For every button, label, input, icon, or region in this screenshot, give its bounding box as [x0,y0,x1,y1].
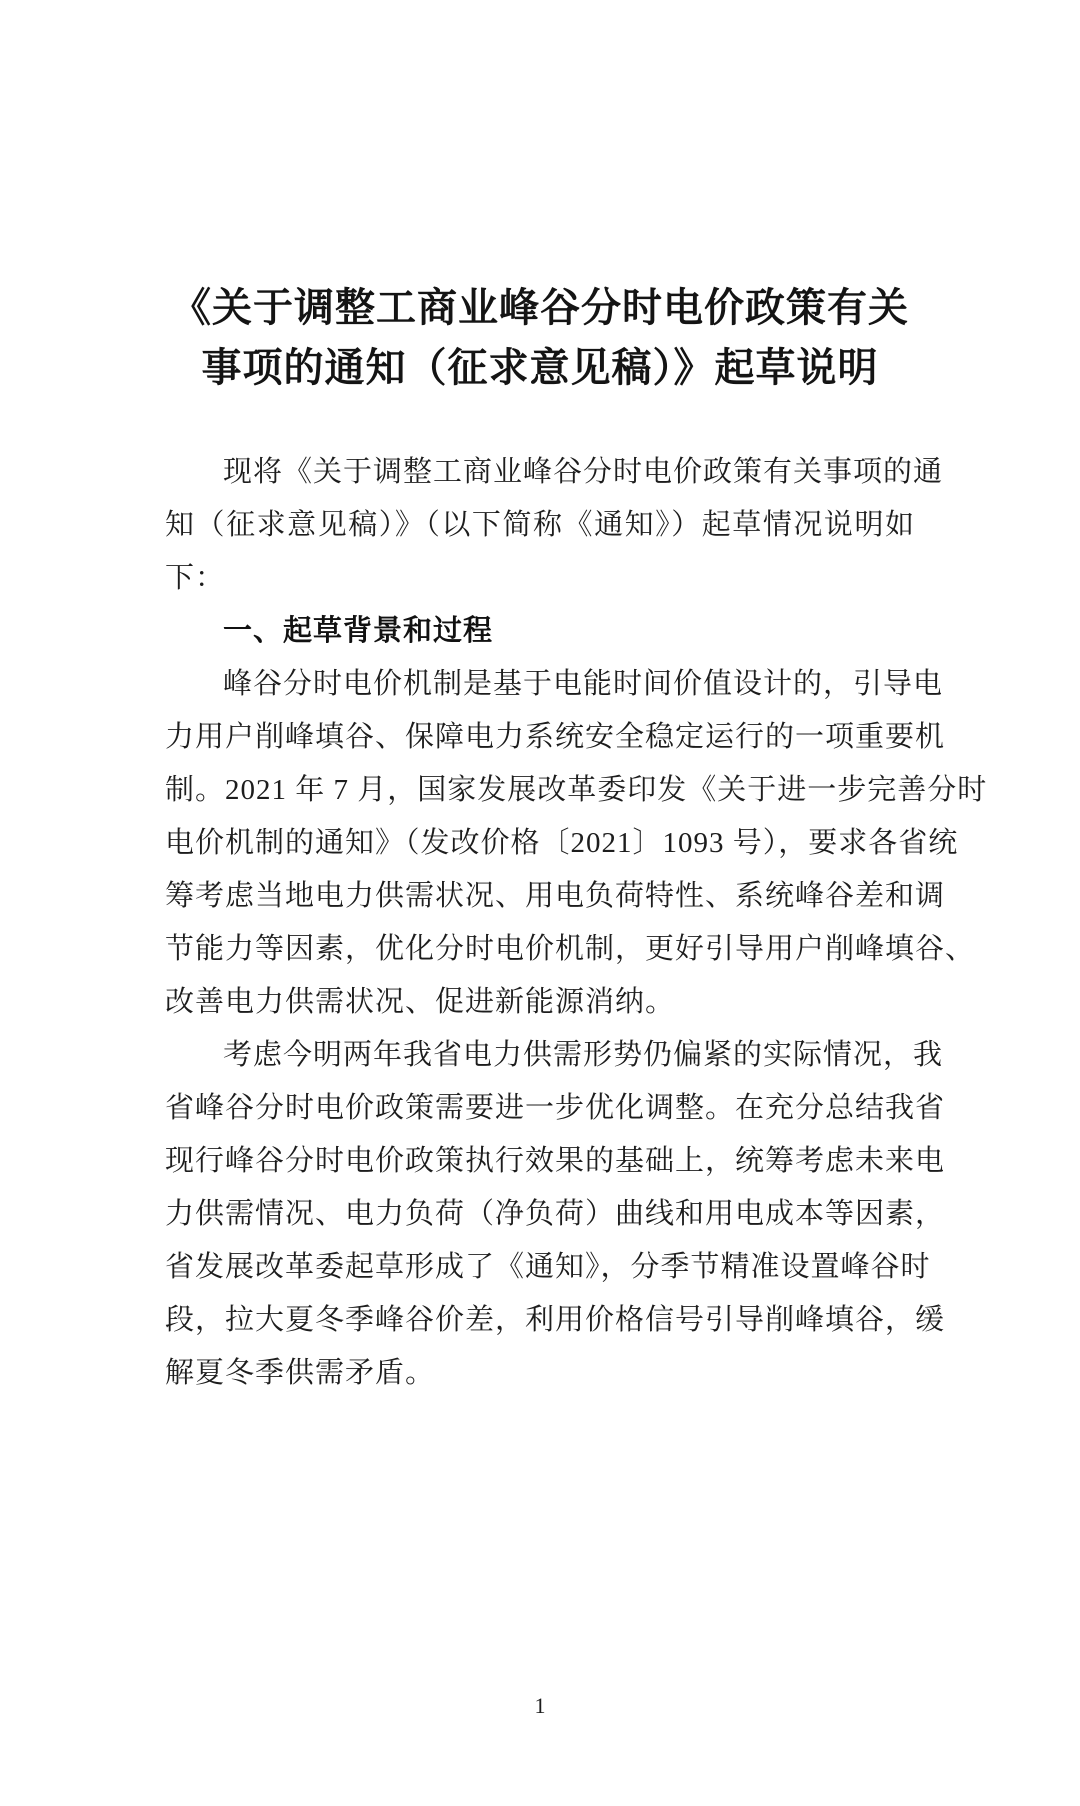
title-line-1: 《关于调整工商业峰谷分时电价政策有关 [171,285,909,330]
paragraph-line: 考虑今明两年我省电力供需形势仍偏紧的实际情况，我 [223,1039,944,1071]
page-number: 1 [534,1693,546,1718]
paragraph-line: 改善电力供需状况、促进新能源消纳。 [165,986,676,1018]
paragraph-line: 省峰谷分时电价政策需要进一步优化调整。在充分总结我省 [165,1092,946,1124]
intro-line: 知（征求意见稿）》（以下简称《通知》）起草情况说明如 [165,509,915,541]
title-line-2: 事项的通知（征求意见稿）》起草说明 [201,345,879,390]
paragraph-line: 力供需情况、电力负荷（净负荷）曲线和用电成本等因素， [165,1198,946,1230]
paragraph-line: 峰谷分时电价机制是基于电能时间价值设计的，引导电 [223,668,944,700]
paragraph-line: 省发展改革委起草形成了《通知》，分季节精准设置峰谷时 [165,1251,931,1283]
paragraph-line: 力用户削峰填谷、保障电力系统安全稳定运行的一项重要机 [165,721,946,753]
paragraph-line: 节能力等因素，优化分时电价机制，更好引导用户削峰填谷、 [165,933,976,965]
paragraph-line: 制。2021 年 7 月，国家发展改革委印发《关于进一步完善分时 [165,774,988,806]
document-title [165,278,915,398]
paragraph-line: 段，拉大夏冬季峰谷价差，利用价格信号引导削峰填谷，缓 [165,1304,946,1336]
document-page [165,278,988,1806]
paragraph-line: 解夏冬季供需矛盾。 [165,1357,436,1389]
section-heading-background: 一、起草背景和过程 [223,615,494,647]
intro-line: 现将《关于调整工商业峰谷分时电价政策有关事项的通 [223,456,944,488]
paragraph-line: 现行峰谷分时电价政策执行效果的基础上，统筹考虑未来电 [165,1145,946,1177]
intro-line: 下： [165,562,226,594]
document-body [165,446,988,1400]
paragraph-line: 电价机制的通知》（发改价格〔2021〕1093 号），要求各省统 [165,827,959,859]
paragraph-line: 筹考虑当地电力供需状况、用电负荷特性、系统峰谷差和调 [165,880,946,912]
